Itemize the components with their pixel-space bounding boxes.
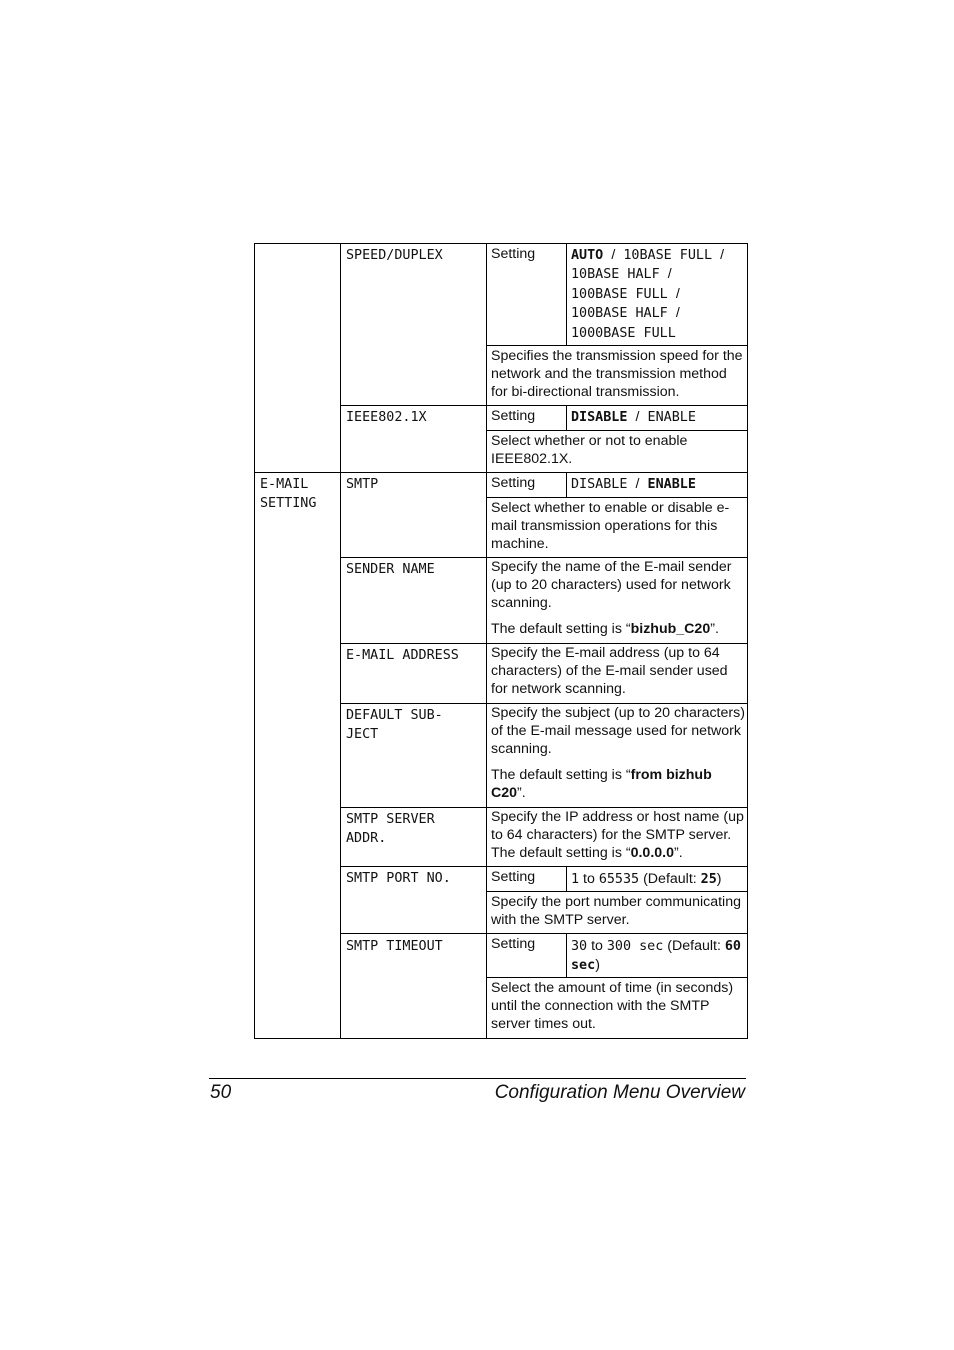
item-name-line: JECT: [346, 727, 379, 743]
item-name-smtp-server-addr: [346, 810, 435, 849]
table-border-top: [254, 243, 748, 244]
row-divider: [486, 497, 748, 498]
separator: /: [675, 305, 680, 322]
setting-label: [491, 246, 535, 264]
item-name-ieee8021x: IEEE802.1X: [346, 410, 427, 425]
value-10base-half: 10BASE HALF: [571, 267, 660, 283]
row-divider: [340, 643, 748, 644]
range-to: to: [583, 871, 595, 887]
value-100base-full: 100BASE FULL: [571, 286, 668, 302]
default-value: bizhub_C20: [630, 621, 711, 637]
separator: /: [635, 409, 640, 425]
description-smtp: Select whether to enable or disable e-mail transmission operations for this machine.: [491, 500, 730, 552]
default-suffix: ”.: [710, 621, 719, 637]
setting-label: Setting: [491, 869, 536, 885]
default-value: 60 sec: [571, 939, 741, 974]
table-border-left: [254, 243, 255, 1039]
setting-values-smtp-timeout: [571, 937, 745, 976]
value-max: 65535: [598, 872, 640, 887]
item-name-line: DEFAULT SUB-: [346, 708, 443, 723]
setting-label: Setting: [491, 475, 536, 491]
description-smtp-timeout: Select the amount of time (in seconds) until the connection with the SMTP server times out.: [491, 980, 734, 1032]
item-name-default-subject: [346, 706, 443, 745]
value-100base-half: 100BASE HALF: [571, 306, 668, 322]
description-smtp-server-addr: [491, 809, 747, 862]
page-number: 50: [210, 1082, 232, 1103]
row-divider: [486, 430, 748, 431]
item-name-smtp-timeout: SMTP TIMEOUT: [346, 939, 443, 954]
item-name-line: ADDR.: [346, 831, 387, 847]
column-divider: [340, 243, 341, 1039]
item-name-smtp-port: SMTP PORT NO.: [346, 871, 451, 886]
item-name-speed-duplex: [346, 246, 443, 265]
value-enable: ENABLE: [647, 410, 696, 425]
table-border-right: [747, 243, 748, 1039]
default-open: (Default:: [667, 938, 721, 954]
default-value: 0.0.0.0: [630, 844, 674, 861]
setting-divider: [566, 933, 567, 978]
description-email-address: Specify the E-mail address (up to 64 characters) of the E-mail sender used for network scanning.: [491, 645, 728, 697]
row-divider: [340, 807, 748, 808]
setting-label-text: Setting: [491, 246, 536, 262]
footer-rule: [209, 1078, 746, 1079]
description-ieee8021x: Select whether or not to enable IEEE802.1X.: [491, 433, 688, 467]
setting-label: Setting: [491, 408, 536, 424]
setting-divider: [566, 405, 567, 431]
default-sender-name: [491, 621, 743, 639]
description-text: Specify the IP address or host name (up to 64 characters) for the SMTP server.: [491, 809, 744, 843]
description-default-subject: Specify the subject (up to 20 characters) of the E-mail message used for network scanning.: [491, 705, 745, 757]
row-divider: [340, 703, 748, 704]
separator: /: [667, 266, 672, 283]
value-min: 1: [571, 872, 580, 887]
value-auto: AUTO: [571, 248, 604, 263]
default-default-subject: [491, 767, 729, 803]
separator: /: [611, 247, 616, 263]
row-divider: [486, 891, 748, 892]
setting-values-speed: [571, 246, 747, 343]
item-name-smtp: SMTP: [346, 477, 379, 492]
row-divider: [254, 472, 748, 473]
description-smtp-port: Specify the port number communicating with the SMTP server.: [491, 894, 741, 928]
row-divider: [340, 866, 748, 867]
separator: /: [635, 476, 640, 492]
setting-values-smtp-port: [571, 870, 747, 889]
row-divider: [340, 933, 748, 934]
item-name: SPEED/DUPLEX: [346, 248, 443, 263]
value-1000base-full: 1000BASE FULL: [571, 325, 676, 341]
range-to: to: [591, 938, 603, 954]
item-name-line: SMTP SERVER: [346, 812, 435, 827]
separator: /: [675, 285, 680, 302]
table-border-bottom: [254, 1038, 748, 1039]
default-prefix: The default setting is “: [491, 767, 631, 783]
default-close: ): [716, 871, 722, 887]
column-divider: [486, 243, 487, 1039]
default-suffix: ”.: [517, 784, 526, 801]
setting-label: Setting: [491, 936, 536, 952]
group-name-line: SETTING: [260, 496, 317, 512]
description-speed-duplex: Specifies the transmission speed for the network and the transmission method for bi-directional transmission.: [491, 348, 743, 400]
description-sender-name: Specify the name of the E-mail sender (up to 20 characters) used for network scanning.: [491, 559, 732, 611]
default-open: (Default:: [643, 871, 697, 887]
footer-section-title: Configuration Menu Overview: [494, 1082, 745, 1103]
item-name-sender-name: SENDER NAME: [346, 562, 435, 577]
default-value: from bizhub C20: [491, 767, 712, 801]
row-divider: [486, 977, 748, 978]
value-disable: DISABLE: [571, 477, 628, 492]
default-suffix: ”.: [673, 844, 683, 861]
separator: /: [720, 247, 725, 263]
value-enable: ENABLE: [647, 477, 696, 492]
group-name-line: E-MAIL: [260, 477, 309, 492]
value-min: 30: [571, 939, 588, 954]
value-disable: DISABLE: [571, 410, 628, 425]
setting-values-ieee: [571, 408, 747, 427]
default-close: ): [595, 957, 600, 974]
item-name-email-address: E-MAIL ADDRESS: [346, 648, 459, 663]
default-value: 25: [700, 872, 717, 887]
row-divider: [340, 405, 748, 406]
row-divider: [340, 557, 748, 558]
setting-divider: [566, 866, 567, 892]
setting-values-smtp: [571, 475, 747, 494]
row-divider: [486, 345, 748, 346]
default-prefix: The default setting is “: [491, 621, 631, 637]
default-prefix: The default setting is “: [491, 844, 631, 861]
setting-divider: [566, 243, 567, 346]
group-name-email-setting: [260, 475, 316, 514]
value-10base-full: 10BASE FULL: [623, 248, 713, 263]
value-max: 300 sec: [606, 939, 664, 954]
setting-divider: [566, 472, 567, 498]
